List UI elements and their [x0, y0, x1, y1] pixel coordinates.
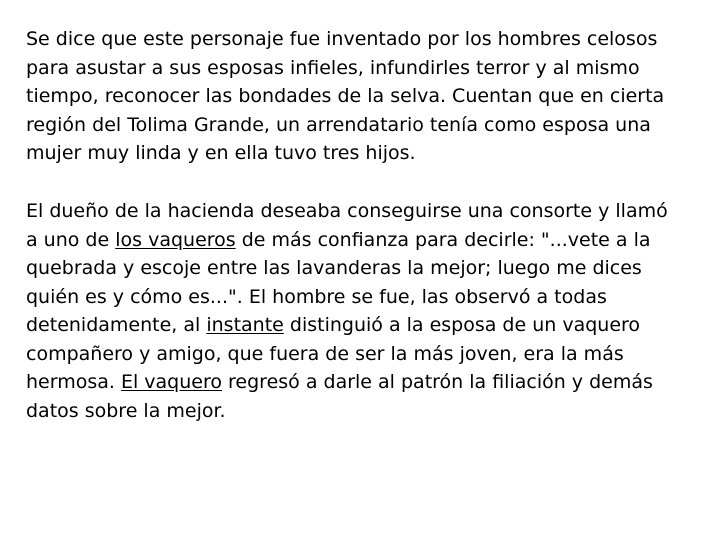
- text-line: [26, 111, 690, 140]
- text-run: distinguió a la esposa de un vaquero: [283, 314, 641, 336]
- text-run: de más confianza para decirle: "...vete a la: [235, 228, 651, 251]
- underlined-link-text: instante: [206, 314, 284, 336]
- text-line: [26, 368, 690, 397]
- text-line: [26, 311, 690, 340]
- text-run: detenidamente, al: [26, 314, 207, 336]
- text-line: [26, 139, 690, 168]
- paragraph-2: [26, 197, 690, 425]
- text-run: Se dice que este personaje fue inventado por los hombres celosos: [26, 28, 658, 50]
- text-run: a uno de: [26, 228, 116, 251]
- text-line: [26, 82, 690, 111]
- text-line: [26, 25, 690, 54]
- text-line: [26, 397, 690, 426]
- paragraph-1: [26, 25, 690, 168]
- text-line: [26, 226, 690, 255]
- text-line: [26, 340, 690, 369]
- text-run: región del Tolima Grande, un arrendatario tenía como esposa una: [26, 113, 651, 136]
- text-run: hermosa.: [26, 371, 121, 393]
- text-run: quién es y cómo es...". El hombre se fue, las observó a todas: [26, 285, 607, 308]
- text-run: El dueño de la hacienda deseaba conseguirse una consorte y llamó: [26, 200, 668, 222]
- text-run: para asustar a sus esposas infieles, infundirles terror y al mismo: [26, 56, 640, 79]
- text-run: datos sobre la mejor.: [26, 399, 226, 422]
- underlined-link-text: El vaquero: [120, 371, 222, 393]
- underlined-link-text: los vaqueros: [115, 228, 236, 251]
- text-line: [26, 283, 690, 312]
- text-run: quebrada y escoje entre las lavanderas la mejor; luego me dices: [26, 257, 642, 279]
- text-run: regresó a darle al patrón la filiación y demás: [222, 371, 653, 393]
- text-run: compañero y amigo, que fuera de ser la más joven, era la más: [26, 342, 624, 365]
- text-run: mujer muy linda y en ella tuvo tres hijos.: [26, 142, 416, 164]
- text-line: [26, 254, 690, 283]
- text-line: [26, 54, 690, 83]
- text-run: tiempo, reconocer las bondades de la selva. Cuentan que en cierta: [26, 85, 665, 107]
- text-line: [26, 197, 690, 226]
